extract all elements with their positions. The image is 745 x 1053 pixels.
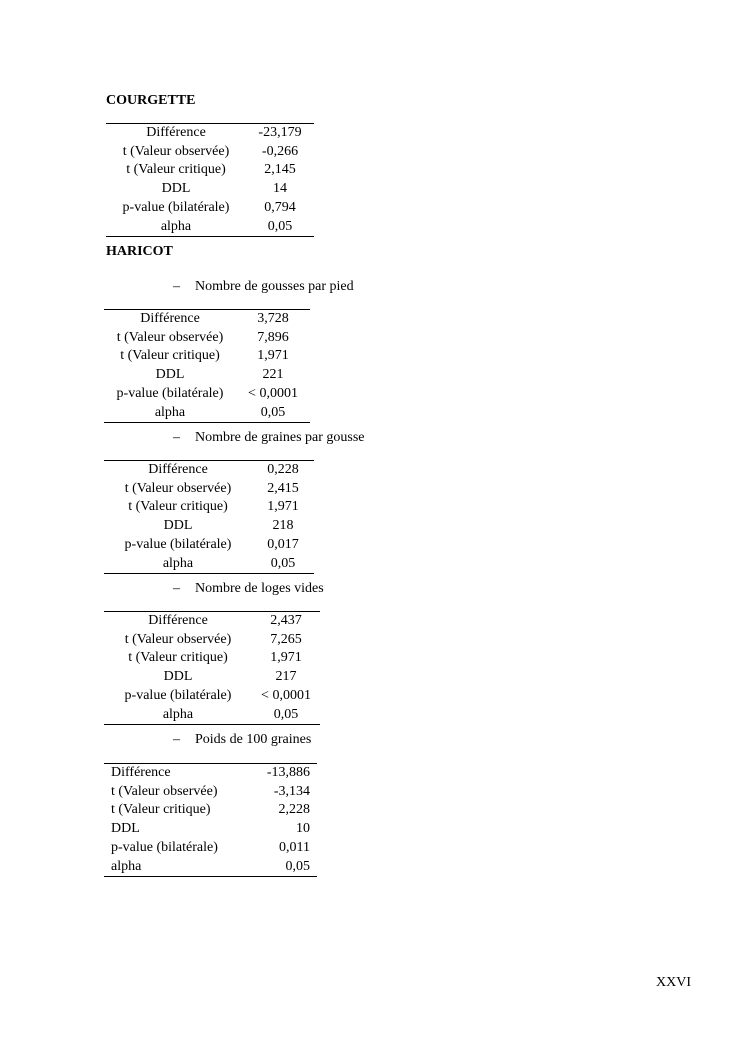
- row-value: 0,05: [270, 555, 296, 571]
- row-label: Différence: [111, 765, 171, 780]
- row-value: 14: [273, 181, 287, 197]
- row-value: 0,05: [285, 858, 310, 874]
- row-label: t (Valeur critique): [128, 499, 228, 515]
- row-value: < 0,0001: [248, 385, 298, 401]
- table-row: [104, 668, 320, 687]
- row-value: 10: [296, 821, 310, 837]
- page-number: XXVI: [656, 975, 691, 990]
- row-value: 2,228: [278, 802, 310, 818]
- row-label: Différence: [146, 125, 206, 140]
- row-label: alpha: [111, 858, 142, 874]
- table-row: [106, 218, 314, 237]
- row-label: p-value (bilatérale): [124, 687, 232, 703]
- table-row: [106, 180, 314, 199]
- table-row: [104, 612, 320, 631]
- table-row: [104, 687, 320, 706]
- row-value: 1,971: [257, 348, 289, 364]
- table-row: [104, 555, 314, 574]
- table-row: [106, 143, 314, 162]
- table-row: [104, 649, 320, 668]
- table-row: [104, 631, 320, 650]
- row-label: DDL: [163, 518, 193, 534]
- row-label: DDL: [111, 821, 140, 837]
- row-value: 1,971: [267, 499, 299, 515]
- row-label: alpha: [160, 218, 192, 234]
- stats-table-loges: [104, 611, 320, 725]
- row-value: 0,05: [260, 404, 286, 420]
- row-label: t (Valeur critique): [128, 650, 228, 666]
- row-value: 218: [272, 518, 294, 534]
- row-label: alpha: [162, 706, 194, 722]
- table-title-text: Poids de 100 graines: [195, 732, 312, 747]
- table-row: [106, 161, 314, 180]
- row-value: 0,017: [267, 536, 299, 552]
- row-label: p-value (bilatérale): [122, 199, 230, 215]
- table-row: [104, 404, 310, 423]
- list-bullet: –: [173, 430, 180, 445]
- table-row: [104, 839, 317, 858]
- row-label: Différence: [140, 311, 200, 326]
- row-label: Différence: [148, 613, 208, 628]
- table-row: [106, 124, 314, 143]
- table-title-text: Nombre de graines par gousse: [195, 430, 365, 445]
- row-value: 0,05: [267, 218, 293, 234]
- row-label: DDL: [163, 669, 193, 685]
- row-value: 221: [262, 367, 284, 383]
- row-value: 3,728: [257, 311, 289, 326]
- table-row: [104, 385, 310, 404]
- stats-table-graines: [104, 460, 314, 574]
- row-label: t (Valeur observée): [122, 143, 230, 159]
- row-label: t (Valeur critique): [120, 348, 220, 364]
- row-label: p-value (bilatérale): [124, 536, 232, 552]
- row-value: 217: [275, 669, 297, 685]
- stats-table-courgette: [106, 123, 314, 237]
- row-value: 2,415: [267, 480, 299, 496]
- table-row: [104, 480, 314, 499]
- table-row: [104, 536, 314, 555]
- table-title-text: Nombre de loges vides: [195, 581, 324, 596]
- table-row: [104, 347, 310, 366]
- list-bullet: –: [173, 581, 180, 596]
- row-label: t (Valeur critique): [111, 802, 211, 818]
- row-label: t (Valeur observée): [116, 329, 224, 345]
- table-title-poids: [173, 732, 311, 748]
- table-row: [104, 310, 310, 329]
- row-value: 0,794: [264, 199, 296, 215]
- row-label: t (Valeur critique): [126, 162, 226, 178]
- row-value: 7,265: [270, 631, 302, 647]
- table-row: [104, 858, 317, 877]
- table-row: [104, 461, 314, 480]
- row-label: DDL: [155, 367, 185, 383]
- row-value: 1,971: [270, 650, 302, 666]
- table-row: [104, 783, 317, 802]
- row-value: < 0,0001: [261, 687, 311, 703]
- row-label: t (Valeur observée): [111, 783, 218, 799]
- row-label: Différence: [148, 462, 208, 477]
- row-label: t (Valeur observée): [124, 480, 232, 496]
- row-label: DDL: [161, 181, 191, 197]
- row-label: t (Valeur observée): [124, 631, 232, 647]
- row-value: 2,145: [264, 162, 296, 178]
- table-row: [104, 498, 314, 517]
- row-value: -23,179: [258, 125, 302, 140]
- row-value: 0,228: [267, 462, 299, 477]
- row-label: p-value (bilatérale): [116, 385, 224, 401]
- row-value: 2,437: [270, 613, 302, 628]
- table-row: [104, 366, 310, 385]
- row-label: p-value (bilatérale): [111, 839, 218, 855]
- table-row: [106, 199, 314, 218]
- row-value: 0,05: [273, 706, 299, 722]
- table-row: [104, 329, 310, 348]
- row-label: alpha: [154, 404, 186, 420]
- row-value: -0,266: [261, 143, 299, 159]
- table-title-gousses: [173, 279, 354, 295]
- table-title-loges: [173, 581, 324, 597]
- table-row: [104, 706, 320, 725]
- row-value: -3,134: [273, 783, 310, 799]
- stats-table-gousses: [104, 309, 310, 423]
- list-bullet: –: [173, 732, 180, 747]
- table-row: [104, 801, 317, 820]
- table-title-text: Nombre de gousses par pied: [195, 279, 354, 294]
- table-row: [104, 764, 317, 783]
- row-value: 0,011: [279, 839, 310, 855]
- stats-table-poids: [104, 763, 317, 877]
- row-label: alpha: [162, 555, 194, 571]
- table-row: [104, 820, 317, 839]
- table-title-graines: [173, 430, 365, 446]
- row-value: -13,886: [266, 765, 310, 780]
- section-heading-haricot: HARICOT: [106, 244, 173, 259]
- section-heading-courgette: COURGETTE: [106, 93, 196, 108]
- table-row: [104, 517, 314, 536]
- list-bullet: –: [173, 279, 180, 294]
- row-value: 7,896: [257, 329, 289, 345]
